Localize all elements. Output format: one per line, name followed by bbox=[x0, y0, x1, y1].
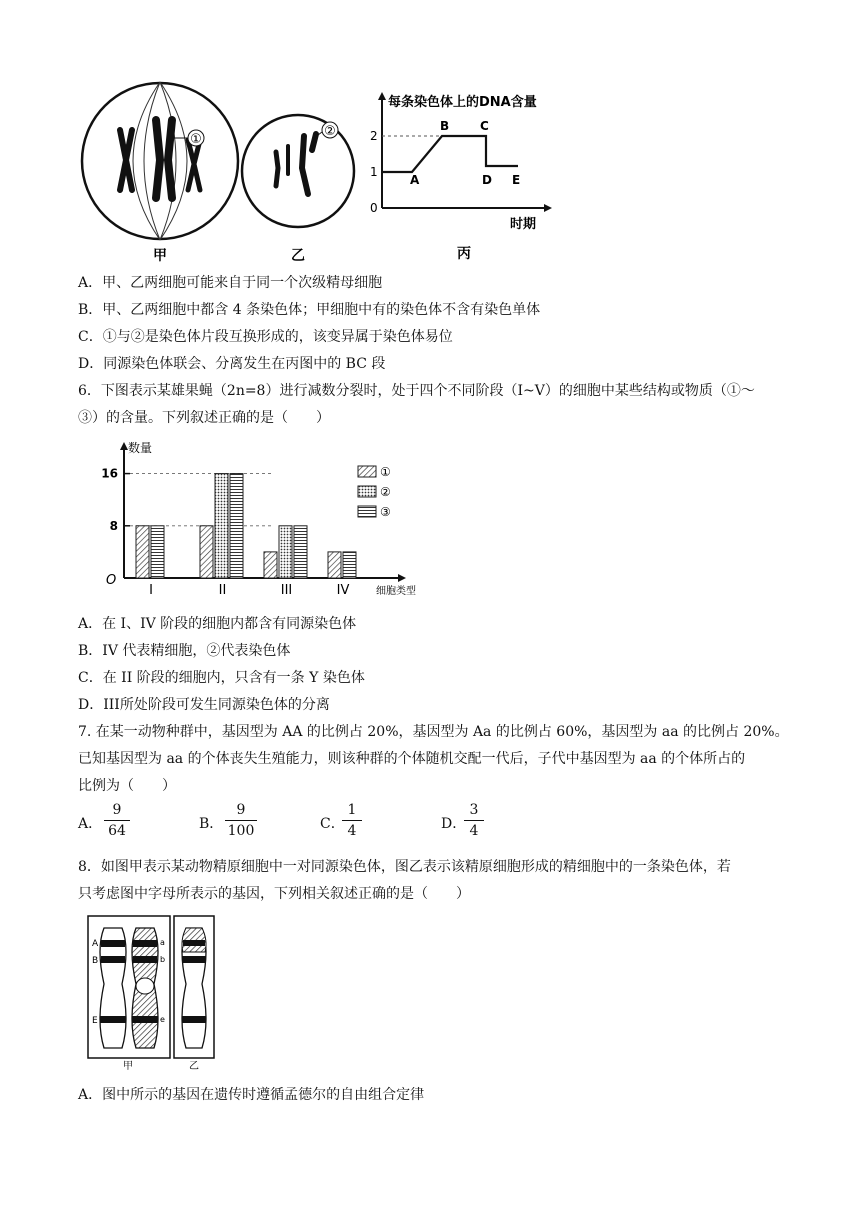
point-e-label: E bbox=[512, 173, 521, 187]
chart-bing-xlabel: 时期 bbox=[510, 217, 537, 232]
q7-option-b-numerator: 9 bbox=[236, 802, 246, 818]
q6-option-c: C．在 II 阶段的细胞内，只含有一条 Y 染色体 bbox=[78, 670, 365, 686]
q7-option-c-label: C． bbox=[320, 816, 345, 832]
q6-stem-line2: ③）的含量。下列叙述正确的是（ ） bbox=[78, 410, 330, 426]
q7-option-a-fraction bbox=[102, 800, 132, 841]
cell-jia-label: 甲 bbox=[153, 248, 167, 264]
q6-bar-chart bbox=[100, 440, 452, 602]
q8-option-a: A．图中所示的基因在遗传时遵循孟德尔的自由组合定律 bbox=[78, 1087, 425, 1103]
bar-I-series-3 bbox=[151, 526, 164, 578]
legend-swatch-3 bbox=[358, 506, 376, 517]
legend-label-1: ① bbox=[380, 465, 391, 479]
q7-option-b-fraction bbox=[223, 800, 259, 841]
gene-e-label: e bbox=[160, 1015, 165, 1024]
x-axis-label: 细胞类型 bbox=[376, 586, 416, 597]
q7-option-d-numerator: 3 bbox=[469, 802, 479, 818]
q7-option-b-denominator: 100 bbox=[227, 823, 255, 839]
figure-jia-label: 甲 bbox=[123, 1061, 133, 1070]
bar-chart-marks bbox=[136, 474, 356, 598]
q6-stem-line1: 6．下图表示某雄果蝇（2n=8）进行减数分裂时，处于四个不同阶段（I~V）的细胞中某些结构或物质（①～ bbox=[78, 383, 755, 399]
q5-figure bbox=[76, 68, 586, 264]
category-label-III: III bbox=[280, 583, 293, 598]
cell-yi-label: 乙 bbox=[291, 248, 305, 264]
q7-option-c-fraction bbox=[340, 800, 364, 841]
bar-chart-legend bbox=[358, 465, 391, 519]
category-label-IV: IV bbox=[336, 583, 350, 598]
q8-chromosome-figure bbox=[82, 912, 222, 1070]
bar-II-series-1 bbox=[200, 526, 213, 578]
chart-bing-ylabel: 每条染色体上的DNA含量 bbox=[388, 95, 537, 110]
origin-label: O bbox=[106, 573, 117, 588]
point-b-label: B bbox=[440, 119, 450, 133]
x-axis-arrow bbox=[398, 574, 406, 582]
q7-option-d-label: D． bbox=[441, 816, 467, 832]
y-axis-label: 数量 bbox=[128, 441, 153, 455]
q5-option-d: D．同源染色体联会、分离发生在丙图中的 BC 段 bbox=[78, 356, 386, 372]
point-d-label: D bbox=[482, 173, 492, 187]
point-c-label: C bbox=[480, 119, 489, 133]
q5-option-a: A．甲、乙两细胞可能来自于同一个次级精母细胞 bbox=[78, 275, 383, 291]
gene-E-label: E bbox=[92, 1016, 98, 1026]
chromosome-yi bbox=[182, 928, 206, 1048]
q6-option-b: B．IV 代表精细胞，②代表染色体 bbox=[78, 643, 291, 659]
category-label-I: I bbox=[149, 583, 153, 598]
q7-option-c-denominator: 4 bbox=[347, 823, 357, 839]
bar-III-series-3 bbox=[294, 526, 307, 578]
cell-jia-diagram bbox=[82, 82, 238, 264]
legend-swatch-2 bbox=[358, 486, 376, 497]
chart-bing bbox=[370, 92, 552, 262]
point-a-label: A bbox=[410, 173, 420, 187]
bar-IV-series-1 bbox=[328, 552, 341, 578]
q8-stem-line2: 只考虑图中字母所表示的基因，下列相关叙述正确的是（ ） bbox=[78, 886, 470, 902]
q7-option-c-numerator: 1 bbox=[347, 802, 357, 818]
q8-stem-line1: 8．如图甲表示某动物精原细胞中一对同源染色体，图乙表示该精原细胞形成的精细胞中的一条染色体，若 bbox=[78, 859, 731, 875]
y-tick-label: 8 bbox=[109, 518, 118, 533]
q7-option-d-fraction bbox=[462, 800, 486, 841]
bar-I-series-1 bbox=[136, 526, 149, 578]
tick-1: 1 bbox=[370, 165, 378, 179]
gene-a-label: a bbox=[160, 938, 165, 947]
bar-III-series-2 bbox=[279, 526, 292, 578]
q7-option-a-numerator: 9 bbox=[112, 802, 122, 818]
category-label-II: II bbox=[218, 583, 227, 598]
tick-0: 0 bbox=[370, 201, 378, 215]
q7-option-b-label: B． bbox=[199, 816, 224, 832]
q7-option-a-denominator: 64 bbox=[108, 823, 126, 839]
q5-option-b: B．甲、乙两细胞中都含 4 条染色体；甲细胞中有的染色体不含有染色单体 bbox=[78, 302, 541, 318]
legend-swatch-1 bbox=[358, 466, 376, 477]
legend-label-2: ② bbox=[380, 485, 391, 499]
figure-yi-label: 乙 bbox=[189, 1061, 199, 1070]
q7-stem-line2: 已知基因型为 aa 的个体丧失生殖能力，则该种群的个体随机交配一代后，子代中基因型为 aa 的个体所占的 bbox=[78, 751, 746, 767]
bar-IV-series-3 bbox=[343, 552, 356, 578]
q5-option-c: C．①与②是染色体片段互换形成的，该变异属于染色体易位 bbox=[78, 329, 453, 345]
cell-yi-diagram bbox=[242, 115, 354, 264]
legend-label-3: ③ bbox=[380, 505, 391, 519]
y-tick-label: 16 bbox=[101, 466, 118, 481]
q7-option-d-denominator: 4 bbox=[469, 823, 479, 839]
bar-II-series-3 bbox=[230, 474, 243, 578]
bar-III-series-1 bbox=[264, 552, 277, 578]
chromosome-jia-right bbox=[132, 928, 158, 1048]
marker-2: ② bbox=[324, 124, 336, 139]
q6-option-a: A．在 I、IV 阶段的细胞内都含有同源染色体 bbox=[78, 616, 357, 632]
bar-II-series-2 bbox=[215, 474, 228, 578]
chart-bing-label: 丙 bbox=[457, 246, 471, 262]
q7-stem-line1: 7. 在某一动物种群中，基因型为 AA 的比例占 20%，基因型为 Aa 的比例占 60%，基因型为 aa 的比例占 20%。 bbox=[78, 724, 789, 740]
q7-option-a-label: A． bbox=[78, 816, 103, 832]
chromosome-jia-left bbox=[100, 928, 126, 1048]
y-axis-arrow bbox=[120, 442, 128, 450]
gene-B-label: B bbox=[92, 956, 99, 966]
gene-A-label: A bbox=[92, 939, 99, 949]
tick-2: 2 bbox=[370, 129, 378, 143]
marker-1: ① bbox=[190, 132, 202, 147]
frame-jia bbox=[88, 916, 170, 1058]
q6-option-d: D．III所处阶段可发生同源染色体的分离 bbox=[78, 697, 330, 713]
gene-b-label: b bbox=[160, 955, 166, 964]
q7-stem-line3: 比例为（ ） bbox=[78, 778, 176, 794]
